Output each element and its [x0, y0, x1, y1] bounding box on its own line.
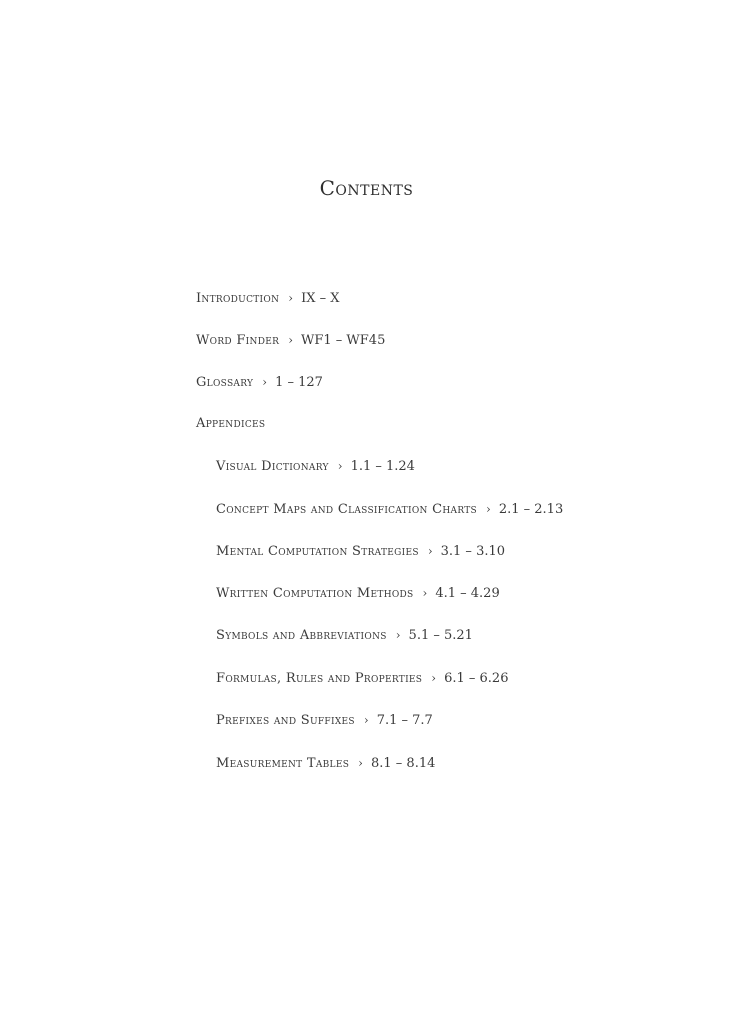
chevron-right-icon: ›: [431, 671, 437, 685]
toc-entry-word-finder[interactable]: [196, 331, 385, 350]
toc-subentry-symbols-abbreviations[interactable]: [216, 626, 473, 645]
toc-entry-pages: 6.1 – 6.26: [444, 671, 509, 686]
chevron-right-icon: ›: [288, 333, 293, 347]
toc-entry-pages: 2.1 – 2.13: [498, 502, 564, 517]
toc-subentry-visual-dictionary[interactable]: [216, 457, 415, 476]
toc-entry-pages: 8.1 – 8.14: [370, 756, 436, 771]
chevron-right-icon: ›: [262, 375, 268, 389]
chevron-right-icon: ›: [358, 756, 363, 770]
toc-subentry-written-computation[interactable]: [216, 584, 500, 603]
toc-entry-label: Formulas, Rules and Properties: [216, 671, 423, 686]
toc-entry-label: Mental Computation Strategies: [216, 544, 419, 559]
toc-entry-pages: IX – X: [301, 291, 340, 306]
toc-entry-pages: 1 – 127: [275, 375, 323, 390]
chevron-right-icon: ›: [288, 291, 294, 305]
page-title: Contents: [319, 176, 414, 200]
chevron-right-icon: ›: [363, 713, 369, 727]
toc-entry-pages: WF1 – WF45: [301, 333, 386, 348]
toc-entry-pages: 1.1 – 1.24: [350, 459, 415, 474]
toc-entry-label: Written Computation Methods: [216, 586, 414, 601]
toc-entry-appendices[interactable]: [196, 415, 265, 433]
toc-entry-label: Prefixes and Suffixes: [216, 713, 355, 728]
toc-subentry-mental-computation[interactable]: [216, 542, 505, 561]
chevron-right-icon: ›: [337, 459, 343, 473]
toc-entry-label: Visual Dictionary: [216, 459, 329, 474]
toc-subentry-formulas-rules[interactable]: [216, 669, 508, 688]
chevron-right-icon: ›: [422, 586, 428, 600]
toc-entry-label: Concept Maps and Classification Charts: [216, 502, 478, 517]
toc-subentry-concept-maps[interactable]: [216, 500, 563, 519]
chevron-right-icon: ›: [427, 544, 433, 558]
toc-entry-pages: 5.1 – 5.21: [408, 628, 473, 643]
toc-entry-label: Glossary: [196, 375, 254, 390]
toc-entry-label: Appendices: [196, 416, 266, 431]
toc-entry-pages: 3.1 – 3.10: [440, 544, 506, 559]
toc-entry-label: Symbols and Abbreviations: [216, 628, 387, 643]
toc-entry-label: Word Finder: [196, 333, 280, 348]
toc-entry-pages: 4.1 – 4.29: [435, 586, 500, 601]
chevron-right-icon: ›: [486, 502, 491, 516]
toc-entry-pages: 7.1 – 7.7: [376, 713, 433, 728]
toc-entry-label: Measurement Tables: [216, 756, 350, 771]
toc-entry-glossary[interactable]: [196, 373, 323, 392]
chevron-right-icon: ›: [395, 628, 401, 642]
toc-entry-label: Introduction: [196, 291, 280, 306]
toc-subentry-measurement-tables[interactable]: [216, 754, 435, 773]
toc-entry-introduction[interactable]: [196, 289, 340, 308]
toc-subentry-prefixes-suffixes[interactable]: [216, 711, 433, 730]
